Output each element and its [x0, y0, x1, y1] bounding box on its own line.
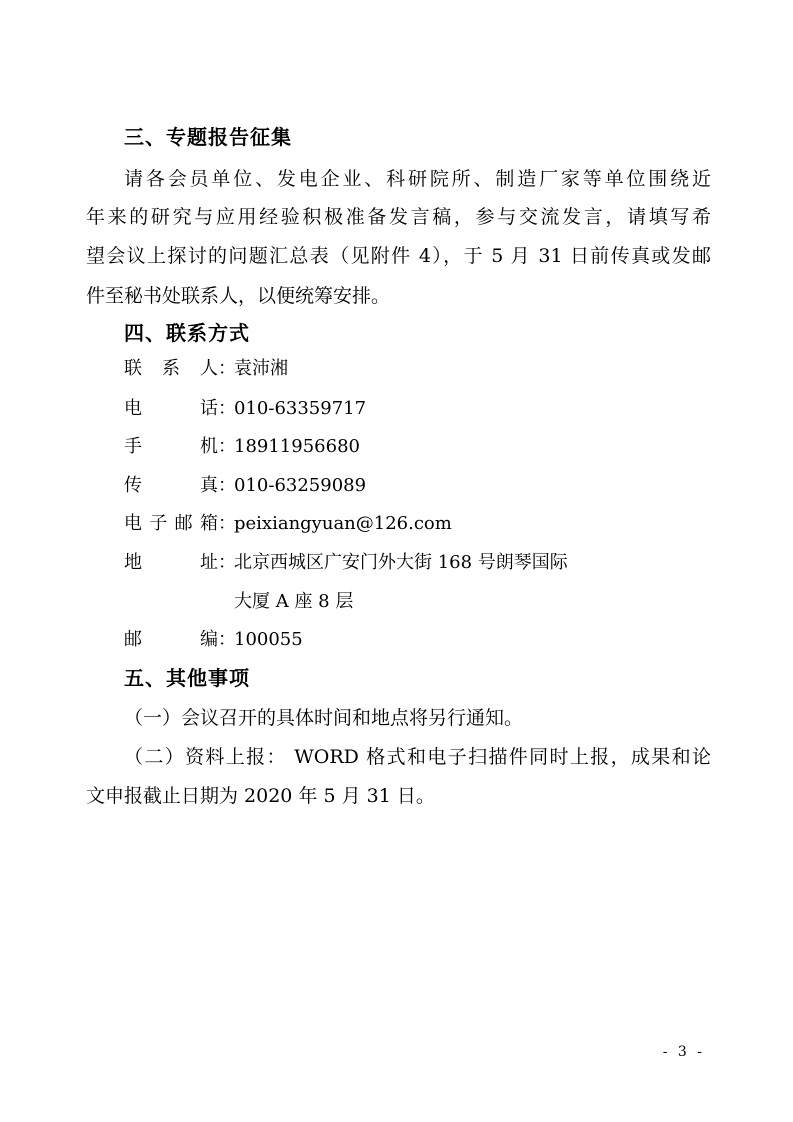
contact-address-continuation: 大厦 A 座 8 层	[234, 591, 354, 612]
contact-colon: ：	[218, 513, 236, 534]
section-5-item-1: （一）会议召开的具体时间和地点将另行通知。	[124, 707, 524, 729]
contact-label: 联系人	[124, 358, 218, 379]
contact-row-email	[124, 511, 452, 537]
contact-label: 电话	[124, 398, 218, 419]
contact-row-postcode	[124, 627, 303, 653]
section-5-item-2-line-1: （二）资料上报： WORD 格式和电子扫描件同时上报，成果和论	[124, 746, 711, 768]
contact-colon: ：	[218, 629, 236, 650]
section-5-heading: 五、其他事项	[124, 666, 250, 690]
contact-label: 传真	[124, 475, 218, 496]
contact-label: 邮编	[124, 629, 218, 650]
section-4-heading: 四、联系方式	[124, 321, 250, 345]
contact-row-fax	[124, 473, 366, 499]
section-3-paragraph-line-1: 请各会员单位、发电企业、科研院所、制造厂家等单位围绕近	[124, 168, 711, 190]
contact-person-value: 袁沛湘	[234, 358, 288, 379]
contact-row-phone	[124, 396, 366, 422]
section-5-item-2-line-2: 文申报截止日期为 2020 年 5 月 31 日。	[86, 785, 435, 807]
contact-row-person	[124, 356, 288, 382]
contact-address-value: 北京西城区广安门外大街 168 号朗琴国际	[234, 552, 568, 573]
section-3-paragraph-line-4: 件至秘书处联系人，以便统筹安排。	[86, 285, 391, 307]
contact-colon: ：	[218, 552, 236, 573]
contact-label: 手机	[124, 436, 218, 457]
contact-row-mobile	[124, 434, 360, 460]
contact-fax-value: 010-63259089	[234, 475, 367, 496]
contact-mobile-value: 18911956680	[234, 436, 360, 457]
contact-phone-value: 010-63359717	[234, 398, 367, 419]
contact-row-address	[124, 550, 568, 576]
page-number: - 3 -	[662, 1044, 705, 1060]
contact-label: 电子邮箱	[124, 513, 218, 534]
contact-colon: ：	[218, 436, 236, 457]
section-3-heading: 三、专题报告征集	[124, 125, 292, 149]
contact-colon: ：	[218, 358, 236, 379]
section-3-paragraph-line-3: 望会议上探讨的问题汇总表（见附件 4），于 5 月 31 日前传真或发邮	[86, 245, 711, 267]
contact-colon: ：	[218, 475, 236, 496]
contact-label: 地址	[124, 552, 218, 573]
contact-email-value: peixiangyuan@126.com	[234, 513, 452, 534]
contact-postcode-value: 100055	[234, 629, 303, 650]
contact-colon: ：	[218, 398, 236, 419]
section-3-paragraph-line-2: 年来的研究与应用经验积极准备发言稿，参与交流发言，请填写希	[86, 206, 711, 228]
